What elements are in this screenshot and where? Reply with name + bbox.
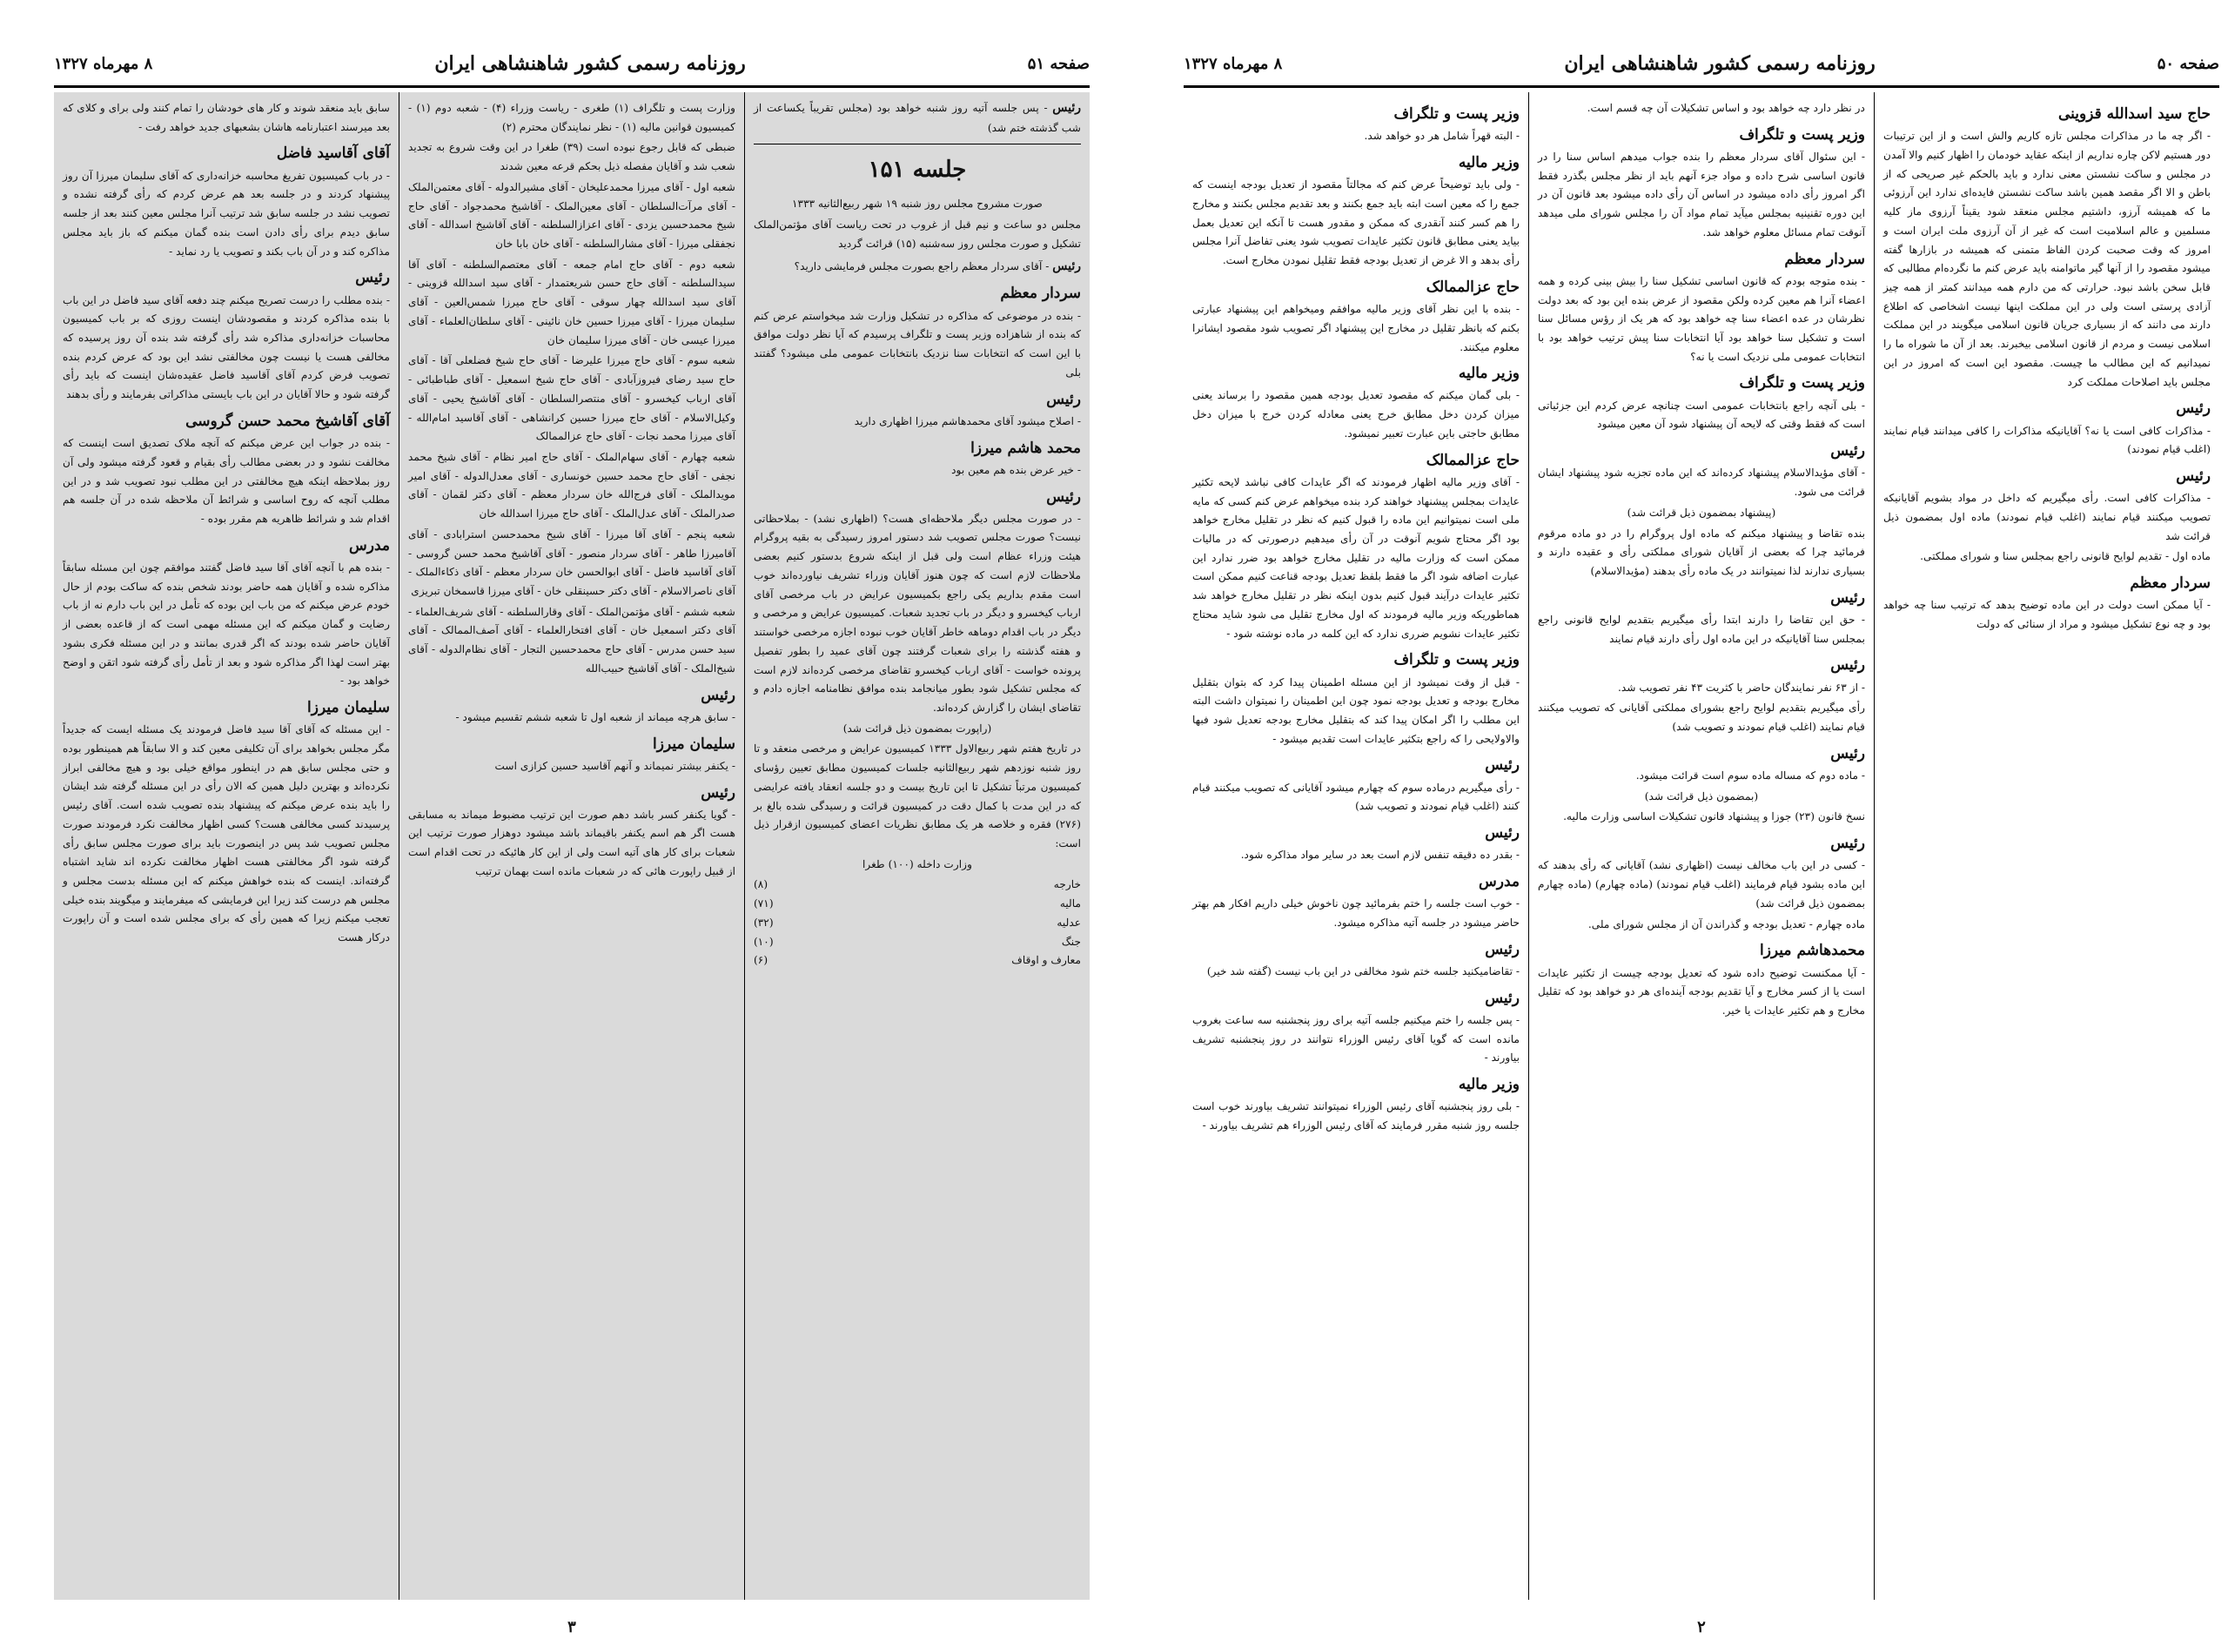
column-right	[1874, 92, 2219, 1600]
paragraph: سابق باید منعقد شوند و کار های خودشان را تمام کنند ولی برای و کلای که بعد میرسند اعتبارنامه هاشان بشعبهای جدید خواهد رفت -	[63, 102, 390, 133]
speaker: وزیر مالیه	[1458, 1076, 1520, 1094]
paragraph: شعبه دوم - آقای حاج امام جمعه - آقای معتصم‌السلطنه - آقای آقا سیدالسلطنه - آقای حاج حسن شریعتمدار - آقای سید اسدالله قزوینی - آقای سید اسدالله چهار سوقی - آقای حاج میرزا شمس‌العین - آقای سلیمان میرزا - آقای میرزا حسین خان نائینی - آقای سلطان‌العلماء - آقای میرزا عیسی خان - آقای میرزا سلیمان خان	[408, 258, 735, 346]
paragraph: - اگر چه ما در مذاکرات مجلس تازه کاریم والش است و از این ترتیبات دور هستیم لاکن چاره نداریم از اینکه عقاید خودمان را اظهار کنیم والا آمدن در مجلس و ساکت نشستن معنی ندارد و باید بالحکم غیر صریحی که از باطن و الا اگر مقصد همین باشد ساکت نشستن فایده‌ای ندارد این آرزوئی ما که همیشه آرزو، داشتیم مجلس منعقد شود یقیناً آرزوی ماز کلیه مسلمین و عالم اسلامیت است که غیر از آن آرزوی ملت ایران است و امروز که وقت صحبت کردن الفاظ متمنی که همیشه در بازارها گفته میشود مقصود را از آنها گیر ماتوامنه باید عرض کنم ما نگرده‌ام مطالبی که قابل سخن باشد نبود. حرارتی که من دارم همه میدانند کمتر از همه چیز آزادی پرستی است ولی در این مملکت اینها نیست اشخاصی که اطلاع دارند می دانند که از بسیاری جریان قانون اسلامی میگویند در این مملکت اسلامی نیست و مردم از قانون اسلامی بیخبرند. بعد از آن ما شوراه ما را نمیدانیم که این مطالب ما چیست. مقصود این است که امروز در این مجلس باید اصلاحات مملکت کرد	[1883, 130, 2211, 388]
paragraph: - بنده با این نظر آقای وزیر مالیه موافقم ومیخواهم این پیشنهاد عبارتی بکنم که بانظر تقلیل در مخارج این پیشنهاد اگر تصویب شود مقصود ایشانرا معلوم میکنند.	[1192, 303, 1520, 353]
paragraph: - مذاکرات کافی است یا نه؟ آقایانیکه مذاکرات را کافی میدانند قیام نمایند (اغلب قیام نمودند)	[1883, 424, 2211, 456]
list-item: خارجه (۸)	[754, 878, 1081, 891]
paragraph: نسخ قانون (۲۳) جوزا و پیشنهاد قانون تشکیلات اساسی وزارت مالیه.	[1563, 810, 1865, 823]
paragraph: در تاریخ هفتم شهر ربیع‌الاول ۱۳۳۳ کمیسیون عرایض و مرخصی منعقد و تا روز شنبه نوزدهم شهر ربیع‌الثانیه جلسات کمیسیون مطابق تعیین رؤسای کمیسیون مرتباً تشکیل تا این تاریخ بیست و دو جلسه انعقاد یافته عرایضی که در این مدت با کمال دقت در کمیسیون قرائت و رسیدگی شده بالغ بر (۲۷۶) فقره و خلاصه هر یک مطابق نظریات اعضای کمیسیون ازقرار ذیل است:	[754, 742, 1082, 850]
paragraph: - آقای وزیر مالیه اظهار فرمودند که اگر عایدات کافی نباشد لایحه تکثیر عایدات بمجلس پیشنهاد خواهند کرد بنده میخواهم عرض کنم کسی که مایه ملی است نمیتوانیم این ماده را قبول کنیم که نظر در تقلیل مخارج خواهد بود اگر محتاج شویم آنوقت در آن رأی میدهیم درصورتی که در مالیات ممکن است که وزارت مالیه در تقلیل مخارج خواهد بود ضرر ندارد این عبارت اضافه شود اگر ما فقط بلفظ تعدیل بودجه قناعت کنیم ممکن است تکثیر عایدات درآیند قبول کنیم بدون اینکه نظر در تقلیل مخارج خواهد شد هماطوریکه وزیر مالیه فرمودند که اول مخارج تقلیل می شود شاید محتاج تکثیر عایدات نشویم ضرری ندارد که این کلمه در ماده نوشته شود -	[1192, 475, 1520, 640]
paragraph: - در صورت مجلس دیگر ملاحظه‌ای هست؟ (اظهاری نشد) - بملاحظاتی نیست؟ صورت مجلس تصویب شد دستور امروز رسیدگی به بقیه پروگرام هیئت وزراء عظام است ولی قبل از اینکه شروع بدستور کنیم بعضی ملاحظات لازم است که چون هنوز آقایان وزراء تشریف نیاورده‌اند خوب است مقدم بداریم یکی راجع بکمیسیون عرایض در باب مرخصی آقای ارباب کیخسرو و دیگر در باب تجدید شعبات. کمیسیون عرایض و مرخصی و دیگر در باب اقدام دوماهه خاطر آقایان خوب نبوده اجازه مرخصی خواستند و هفته گذشته را برای شعبات گرفتند چون آقای عمید را بطور تفصیل پرونده خواست - آقای ارباب کیخسرو تقاضای مرخصی کرده‌اند لازم است که مجلس تشکیل شود بطور میانجامد بنده موافق نظامنامه اجازه دادم و تقاضای ایشان را گزارش کرده‌اند.	[754, 512, 1081, 714]
paragraph: - ولی باید توضیحاً عرض کنم که مجالتاً مقصود از تعدیل بودجه اینست که جمع را که معین است ابته باید جمع بکنند و بعد تقدیم مجلس بکنند و مخارج را هم کسر کنند آنقدری که ممکن و مقدور هست تا آنکه این تعدیل بعمل بیاید یعنی مطابق قانون تکثیر عایدات تصویب شود یعنی تفاضل آنرا مجلس رأی بدهد و الا غرض از تعدیل بودجه فقط تقلیل نمودن مخارج است.	[1192, 178, 1520, 267]
paragraph: - قبل از وقت نمیشود از این مسئله اطمینان پیدا کرد که بتوان بتقلیل مخارج بودجه و تعدیل بودجه نمود چون این اطمینان را نمیتوان داشت البته این مطلب را اگر امکان پیدا کند که بتقلیل مخارج بودجه تعدیل شود فبها والاولایحی را که راجع بتکثیر عایدات است تقدیم میشود -	[1192, 675, 1520, 745]
column-middle	[1528, 92, 1874, 1600]
issue-date: ۸ مهرماه ۱۳۲۷	[1184, 54, 1283, 73]
columns	[54, 92, 1090, 1600]
paragraph: - بلی روز پنجشنبه آقای رئیس الوزراء نمیتوانند تشریف بیاورند خوب است جلسه روز شنبه مقرر فرمایند که آقای رئیس الوزراء هم تشریف بیاورند -	[1192, 1100, 1520, 1132]
newspaper-title: روزنامه رسمی کشور شاهنشاهی ایران	[434, 52, 746, 75]
page-label: صفحه ۵۱	[1027, 54, 1090, 73]
speaker: رئیس	[701, 783, 735, 802]
paragraph: در نظر دارد چه خواهد بود و اساس تشکیلات آن چه قسم است.	[1587, 102, 1865, 114]
paragraph: وزارت پست و تلگراف (۱) طغری - ریاست وزراء (۴) - شعبه دوم (۱) - کمیسیون قوانین مالیه (۱) - نظر نمایندگان محترم (۲)	[408, 102, 735, 133]
speaker: رئیس	[355, 269, 390, 287]
speaker: رئیس	[1830, 744, 1865, 762]
speaker: رئیس	[701, 686, 735, 704]
newspaper-title: روزنامه رسمی کشور شاهنشاهی ایران	[1564, 52, 1876, 75]
paragraph: - بلی گمان میکنم که مقصود تعدیل بودجه همین مقصود را برساند یعنی میزان کردن دخل مطابق خرج یعنی معادله کردن خرج با میزان دخل مطابق حاجتی باین عبارت تعبیر نمیشود.	[1192, 389, 1520, 440]
session-title: جلسه ۱۵۱	[868, 157, 967, 184]
paragraph: - کسی در این باب مخالف نیست (اظهاری نشد) آقایانی که رأی بدهند که این ماده بشود قیام فرمایند (اغلب قیام نمودند) (ماده چهارم) (ماده چهارم بمضمون ذیل قرائت شد)	[1538, 859, 1865, 910]
speaker: رئیس	[1485, 756, 1520, 775]
speaker: رئیس	[1830, 656, 1865, 675]
parenthetical: (پیشنهاد بمضمون ذیل قرائت شد)	[1627, 506, 1776, 519]
paragraph: - گویا یکنفر کسر باشد دهم صورت این ترتیب مضبوط میماند به مسابقی هست اگر هم اسم یکنفر باقیماند باشد میشود دوهزار صورت ترتیب این شعبات برای کار های آتیه است ولی از این کار هائیکه در تحت اقدام است از قبیل راپورت هائی که در شعبات مانده است بهمان ترتیب	[408, 808, 735, 877]
speaker: سلیمان میرزا	[307, 698, 390, 716]
page-51	[54, 42, 1090, 1652]
paragraph: - بنده در جواب این عرض میکنم که آنچه ملاک تصدیق است اینست که مخالفت نشود و در بعضی مطالب رأی بقیام و قعود گرفته میشود ولی آن روز بملاحظه اینکه هیچ مخالفتی در این مطلب نبود تصویب شد و در این مطلب آنچه که روح اساسی و شرائط آن ملاحظه شده در آن جلسه هم اقدام شد و شرائط ظاهریه هم مقرر بوده -	[63, 437, 390, 525]
page-label: صفحه ۵۰	[2157, 54, 2219, 73]
parenthetical: (راپورت بمضمون ذیل قرائت شد)	[842, 722, 992, 735]
page-header	[1184, 42, 2219, 88]
speaker: وزیر پست و تلگراف	[1393, 105, 1520, 123]
paragraph: - خیر عرض بنده هم معین بود	[951, 463, 1081, 476]
paragraph: - اصلاح میشود آقای محمدهاشم میرزا اظهاری دارید	[854, 414, 1081, 427]
speaker: وزیر مالیه	[1458, 365, 1520, 383]
speaker: رئیس	[1485, 940, 1520, 958]
paragraph: - بنده هم با آنچه آقای آقا سید فاضل گفتند موافقم چون این مسئله سابقاً مذاکره شده و آقایان همه حاضر بودند شخص بنده که ساکت بودم از حال خودم عرض میکنم که من باب این بوده که تأمل در این باب دارم نه از باب رضایت و گمان میکنم که این مسئله مهمی است که از قاعده بعضی از آقایان حاضر شده بودند که اگر قدری بمانند و در این مسئله فکری بشود بهتر است لهذا اگر مذاکره شود و بعد از تأمل رأی گرفته شود اتقن و اوضح خواهد بود -	[63, 561, 390, 688]
parenthetical: (بمضمون ذیل قرائت شد)	[1644, 789, 1759, 802]
paragraph: - رأی میگیریم درماده سوم که چهارم میشود آقایانی که تصویب میکنند قیام کنند (اغلب قیام نمودند و تصویب شد)	[1192, 781, 1520, 813]
speaker: رئیس	[2176, 400, 2211, 418]
speaker: رئیس	[1046, 390, 1081, 408]
speaker: حاج عزالممالک	[1426, 451, 1520, 469]
column-left	[54, 92, 399, 1600]
paragraph: - بنده متوجه بودم که قانون اساسی تشکیل سنا را بیش بینی کرده و همه اعضاء آنرا هم معین کرده ولکن مقصود از عرض بنده این بود که بعد دولت نظرشان در عده اعضاء سنا چه خواهد بود که هر یک از رؤس مسائل سنا است و تشکیل سنا خواهد بود آیا انتخابات سنا پیش ترتیب خواهد بود با انتخابات عمومی ملی نزدیک است یا نه؟	[1538, 274, 1865, 363]
paragraph: - سابق هرچه میماند از شعبه اول تا شعبه ششم تقسیم میشود -	[455, 710, 735, 723]
speaker: رئیس	[1830, 588, 1865, 607]
paragraph: - ماده دوم که مساله ماده سوم است قرائت میشود.	[1635, 769, 1865, 782]
speaker: سلیمان میرزا	[653, 735, 735, 753]
paragraph: - مذاکرات کافی است. رأی میگیریم که داخل در مواد بشویم آقایانیکه تصویب میکنند قیام نمایند (اغلب قیام نمودند) ماده اول بمضمون ذیل قرائت شد	[1883, 492, 2211, 542]
speaker: رئیس	[1830, 442, 1865, 460]
speaker: رئیس	[1052, 101, 1081, 115]
paragraph: ماده چهارم - تعدیل بودجه و گذراندن آن از مجلس شورای ملی.	[1587, 917, 1865, 930]
page-number: ۳	[567, 1618, 576, 1636]
paragraph: بنده تقاضا و پیشنهاد میکنم که ماده اول پروگرام را در دو ماده مرقوم فرمائید چرا که بعضی از آقایان شورای مملکتی رأی و عقیده دارند و بسیاری ندارند لذا نمیتوانند در یک ماده رأی بدهند (مؤیدالاسلام)	[1538, 527, 1865, 577]
session-subtitle: صورت مشروح مجلس روز شنبه ۱۹ شهر ربیع‌الثانیه ۱۳۳۳	[792, 198, 1043, 211]
speaker: رئیس	[1830, 835, 1865, 853]
speaker: حاج سید اسدالله قزوینی	[2058, 105, 2211, 123]
speaker: رئیس	[1046, 487, 1081, 506]
speaker: مدرس	[1479, 873, 1520, 891]
speaker: رئیس	[1052, 259, 1081, 273]
speaker: محمدهاشم میرزا	[1759, 942, 1865, 960]
list-item: مالیه (۷۱)	[754, 897, 1081, 910]
speaker: محمد هاشم میرزا	[970, 439, 1081, 457]
paragraph: ماده اول - تقدیم لوایح قانونی راجع بمجلس سنا و شورای مملکتی.	[1920, 550, 2211, 563]
paragraph: ضبطی که قابل رجوع نبوده است (۳۹) طغرا در این وقت شروع به تجدید شعب شد و آقایان مفصله ذیل بحکم قرعه معین شدند	[408, 141, 735, 173]
column-middle	[399, 92, 744, 1600]
list-item: عدلیه (۳۲)	[754, 916, 1081, 929]
list-title: وزارت داخله (۱۰۰) طغرا	[862, 857, 972, 870]
paragraph: - از ۶۳ نفر نمایندگان حاضر با کثریت ۴۳ نفر تصویب شد.	[1618, 681, 1865, 694]
paragraph: شعبه ششم - آقای مؤتمن‌الملک - آقای وقارالسلطنه - آقای شریف‌العلماء - آقای دکتر اسمعیل خان - آقای افتخارالعلماء - آقای آصف‌الممالک - آقای سید حسن مدرس - آقای حاج محمدحسین التجار - آقای نظام‌الدوله - آقای شیخ‌الملک - آقای آقاشیخ حبیب‌الله	[408, 605, 735, 675]
paragraph: - پس جلسه آتیه روز شنبه خواهد بود (مجلس تقریباً یکساعت از شب گذشته ختم شد)	[754, 102, 1081, 134]
speaker: وزیر پست و تلگراف	[1393, 651, 1520, 669]
speaker: آقای آقاسید فاضل	[276, 144, 390, 163]
paragraph: - آیا ممکن است دولت در این ماده توضیح بدهد که ترتیب سنا چه خواهد بود و چه نوع تشکیل میشود و مراد از سنائی که دولت	[1883, 599, 2211, 631]
paragraph: - حق این تقاضا را دارند ابتدا رأی میگیریم بتقدیم لوایح قانونی راجع بمجلس سنا آقایانیکه در این ماده اول رأی دارند قیام نمایند	[1538, 613, 1865, 645]
paragraph: شعبه چهارم - آقای سهام‌الملک - آقای حاج امیر نظام - آقای شیخ محمد نجفی - آقای حاج محمد حسین خونساری - آقای معدل‌الدوله - آقای امیر مویدالملک - آقای فرج‌الله خان سردار معظم - آقای دکتر لقمان - آقای صدرالملک - آقای عدل‌الملک - آقای حاج میرزا اسدالله خان	[408, 450, 735, 520]
paragraph: - آقای سردار معظم راجع بصورت مجلس فرمایشی دارید؟	[794, 259, 1050, 272]
speaker: سردار معظم	[1000, 285, 1081, 303]
paragraph: - خوب است جلسه را ختم بفرمائید چون ناخوش خیلی داریم افکار هم بهتر حاضر میشود در جلسه آتیه مذاکره میشود.	[1192, 897, 1520, 930]
paragraph: - بقدر ده دقیقه تنفس لازم است بعد در سایر مواد مذاکره شود.	[1240, 849, 1520, 862]
divider	[754, 144, 1081, 145]
paragraph: - تقاضامیکنید جلسه ختم شود مخالفی در این باب نیست (گفته شد خیر)	[1206, 965, 1520, 978]
page-header	[54, 42, 1090, 88]
columns	[1184, 92, 2219, 1600]
paragraph: - بلی آنچه راجع بانتخابات عمومی است چنانچه عرض کردم این جزئیاتی است که فقط وقتی که لایحه آن پیشنهاد شود آن معین میشود	[1538, 399, 1865, 431]
paragraph: شعبه اول - آقای میرزا محمدعلیخان - آقای مشیرالدوله - آقای معتمن‌الملک - آقای مرآت‌السلطان - آقای معین‌الملک - آقاشیخ محمدجواد - آقای حاج شیخ محمدحسین یزدی - آقای اعزازالسلطنه - آقای آقاشیخ اسدالله - آقای نجفقلی میرزا - آقای مشارالسلطنه - آقای خان بابا خان	[408, 180, 735, 251]
speaker: رئیس	[1485, 989, 1520, 1007]
speaker: وزیر پست و تلگراف	[1739, 125, 1865, 144]
paragraph: شعبه پنجم - آقای آقا میرزا - آقای شیخ محمدحسن استرابادی - آقای آقامیرزا طاهر - آقای سردار منصور - آقای آقاشیخ محمد حسن گروسی - آقای آقاسید فاضل - آقای ابوالحسن خان سردار معظم - آقای ذکاءالملک - آقای ناصرالاسلام - آقای دکتر حسینقلی خان - آقای میرزا قاسمخان تبریزی	[408, 527, 735, 597]
list-item: جنگ (۱۰)	[754, 935, 1081, 948]
paragraph: - بنده در موضوعی که مذاکره در تشکیل وزارت شد میخواستم عرض کنم که بنده از شاهزاده وزیر پست و تلگراف پرسیدم که آیا نظر دولت موافق با این است که انتخابات سنا نزدیک بانتخابات عمومی ملی میشود؟ گفتند بلی	[754, 309, 1081, 379]
paragraph: رأی میگیریم بتقدیم لوایح راجع بشورای مملکتی آقایانی که تصویب میکنند قیام نمایند (اغلب قیام نمودند و تصویب شد)	[1538, 702, 1865, 734]
paragraph: - البته قهراً شامل هر دو خواهد شد.	[1364, 130, 1520, 143]
column-right	[744, 92, 1090, 1600]
speaker: وزیر پست و تلگراف	[1739, 374, 1865, 393]
speaker: سردار معظم	[1784, 250, 1865, 268]
paragraph: مجلس دو ساعت و نیم قبل از غروب در تحت ریاست آقای مؤتمن‌الملک تشکیل و صورت مجلس روز سه‌شنبه (۱۵) قرائت گردید	[754, 218, 1081, 250]
paragraph: - این مسئله که آقای آقا سید فاضل فرمودند یک مسئله ایست که جدیداً مگر مجلس بخواهد برای آن تکلیفی معین کند و الا سابقاً هم همینطور بوده و حتی مجلس سابق هم در اینطور مواقع خیلی بود و هیچ مخالفی ابراز نکرده‌اند و بهترین دلیل همین که الان رأی در این مسئله گرفته شد ایشان را باید بنده عرض میکنم که پیشنهاد بنده تصویب شده است. آقای رئیس پرسیدند کسی مخالفی هست؟ کسی اظهار مخالفت نکرد فرمودند صورت مجلس تصویب شد پس در اینصورت باید برای صورت مجلس سابق رأی گرفته شود اگر مخالفتی هست اظهار مخالفت نکرده اند شاید اشتباه گرفته‌اند. اینست که بنده خواهش میکنم که این مسئله بدست مجلس و مجلس هم درست کند زیرا این فرمایشی که میفرمایند و میگویند بنده خیلی تعجب میکنم زیرا که همین رأی که برای مجلس شده است و آن راپورت درکار هست	[63, 723, 390, 944]
speaker: رئیس	[1485, 824, 1520, 843]
paragraph: - آقای مؤیدالاسلام پیشنهاد کرده‌اند که این ماده تجزیه شود پیشنهاد ایشان قرائت می شود.	[1538, 467, 1865, 499]
paragraph: - پس جلسه را ختم میکنیم جلسه آتیه برای روز پنجشنبه سه ساعت بغروب مانده است که گویا آقای رئیس الوزراء نتوانند در روز پنجشنبه تشریف بیاورند -	[1192, 1014, 1520, 1064]
page-50	[1184, 42, 2219, 1652]
speaker: سردار معظم	[2130, 574, 2211, 593]
paragraph: - یکنفر بیشتر نمیماند و آنهم آقاسید حسین کزازی است	[494, 759, 735, 772]
paragraph: شعبه سوم - آقای حاج میرزا علیرضا - آقای حاج شیخ فضلعلی آقا - آقای حاج سید رضای فیروزآبادی - آقای حاج شیخ اسمعیل - آقای طباطبائی - آقای ارباب کیخسرو - آقای منتصرالسلطان - آقای آقاشیخ یحیی - آقای وکیل‌الاسلام - آقای حاج میرزا حسین کرانشاهی - آقای آقاسید امام‌الله - آقای میرزا محمد نجات - آقای حاج عزالممالک	[408, 354, 735, 443]
paragraph: - این سئوال آقای سردار معظم را بنده جواب میدهم اساس سنا را در قانون اساسی شرح داده و مواد جزء آنهم باید از نظر مجلس بگذرد فقط اگر امروز رأی داده میشود در اساس آن رأی داده میشود بعد قانون آن در این دوره تقنینیه بمجلس میآید تمام مواد آن را مجلس شورای ملی میدهد آنوقت تمام مسائل معلوم خواهد شد.	[1538, 150, 1865, 238]
column-left	[1184, 92, 1528, 1600]
issue-date: ۸ مهرماه ۱۳۲۷	[54, 54, 153, 73]
ministry-list	[754, 876, 1081, 970]
paragraph: - آیا ممکنست توضیح داده شود که تعدیل بودجه چیست از تکثیر عایدات است یا از کسر مخارج و آیا تقدیم بودجه آینده‌ای هر دو خواهد بود که تقلیل مخارج و هم تکثیر عایدات یا خیر.	[1538, 966, 1865, 1017]
speaker: رئیس	[2176, 467, 2211, 485]
paragraph: - در باب کمیسیون تفریغ محاسبه خزانه‌داری که آقای سلیمان میرزا آن روز پیشنهاد کردند و در جلسه بعد هم عرض کردم که رأی گرفته نشده و تصویب نشد در جلسه سابق شد ترتیب آنرا مجلس معین کنند بعد از جلسه سابق دیدم برای رأی دادن است بنده گمان میکنم که باز باید مجلس مذاکره کند و در آن باب بکند و تصویب یا رد نماید -	[63, 169, 390, 258]
speaker: وزیر مالیه	[1458, 153, 1520, 171]
paragraph: - بنده مطلب را درست تصریح میکنم چند دفعه آقای سید فاضل در این باب با بنده مذاکره کردند و مقصودشان اینست روزی که بر باب کمیسیون محاسبات خزانه‌داری مذاکره شد رأی گرفته شد بنده آن روز پرسیده که مخالفی هست یا نیست چون مخالفتی نشد این بود که عرض کردم بنده تصویب فرض کردم آقای آقاسید فاضل عقیده‌شان اینست که باید رأی گرفته شود و حالا آقایان در این باب بایستی مذاکراتی بفرمایند و رأی بدهند	[63, 293, 390, 401]
list-item: معارف و اوقاف (۶)	[754, 954, 1081, 967]
page-number: ۲	[1697, 1618, 1706, 1636]
speaker: حاج عزالممالک	[1426, 278, 1520, 296]
speaker: مدرس	[349, 536, 390, 554]
speaker: آقای آقاشیخ محمد حسن گروسی	[185, 412, 390, 430]
